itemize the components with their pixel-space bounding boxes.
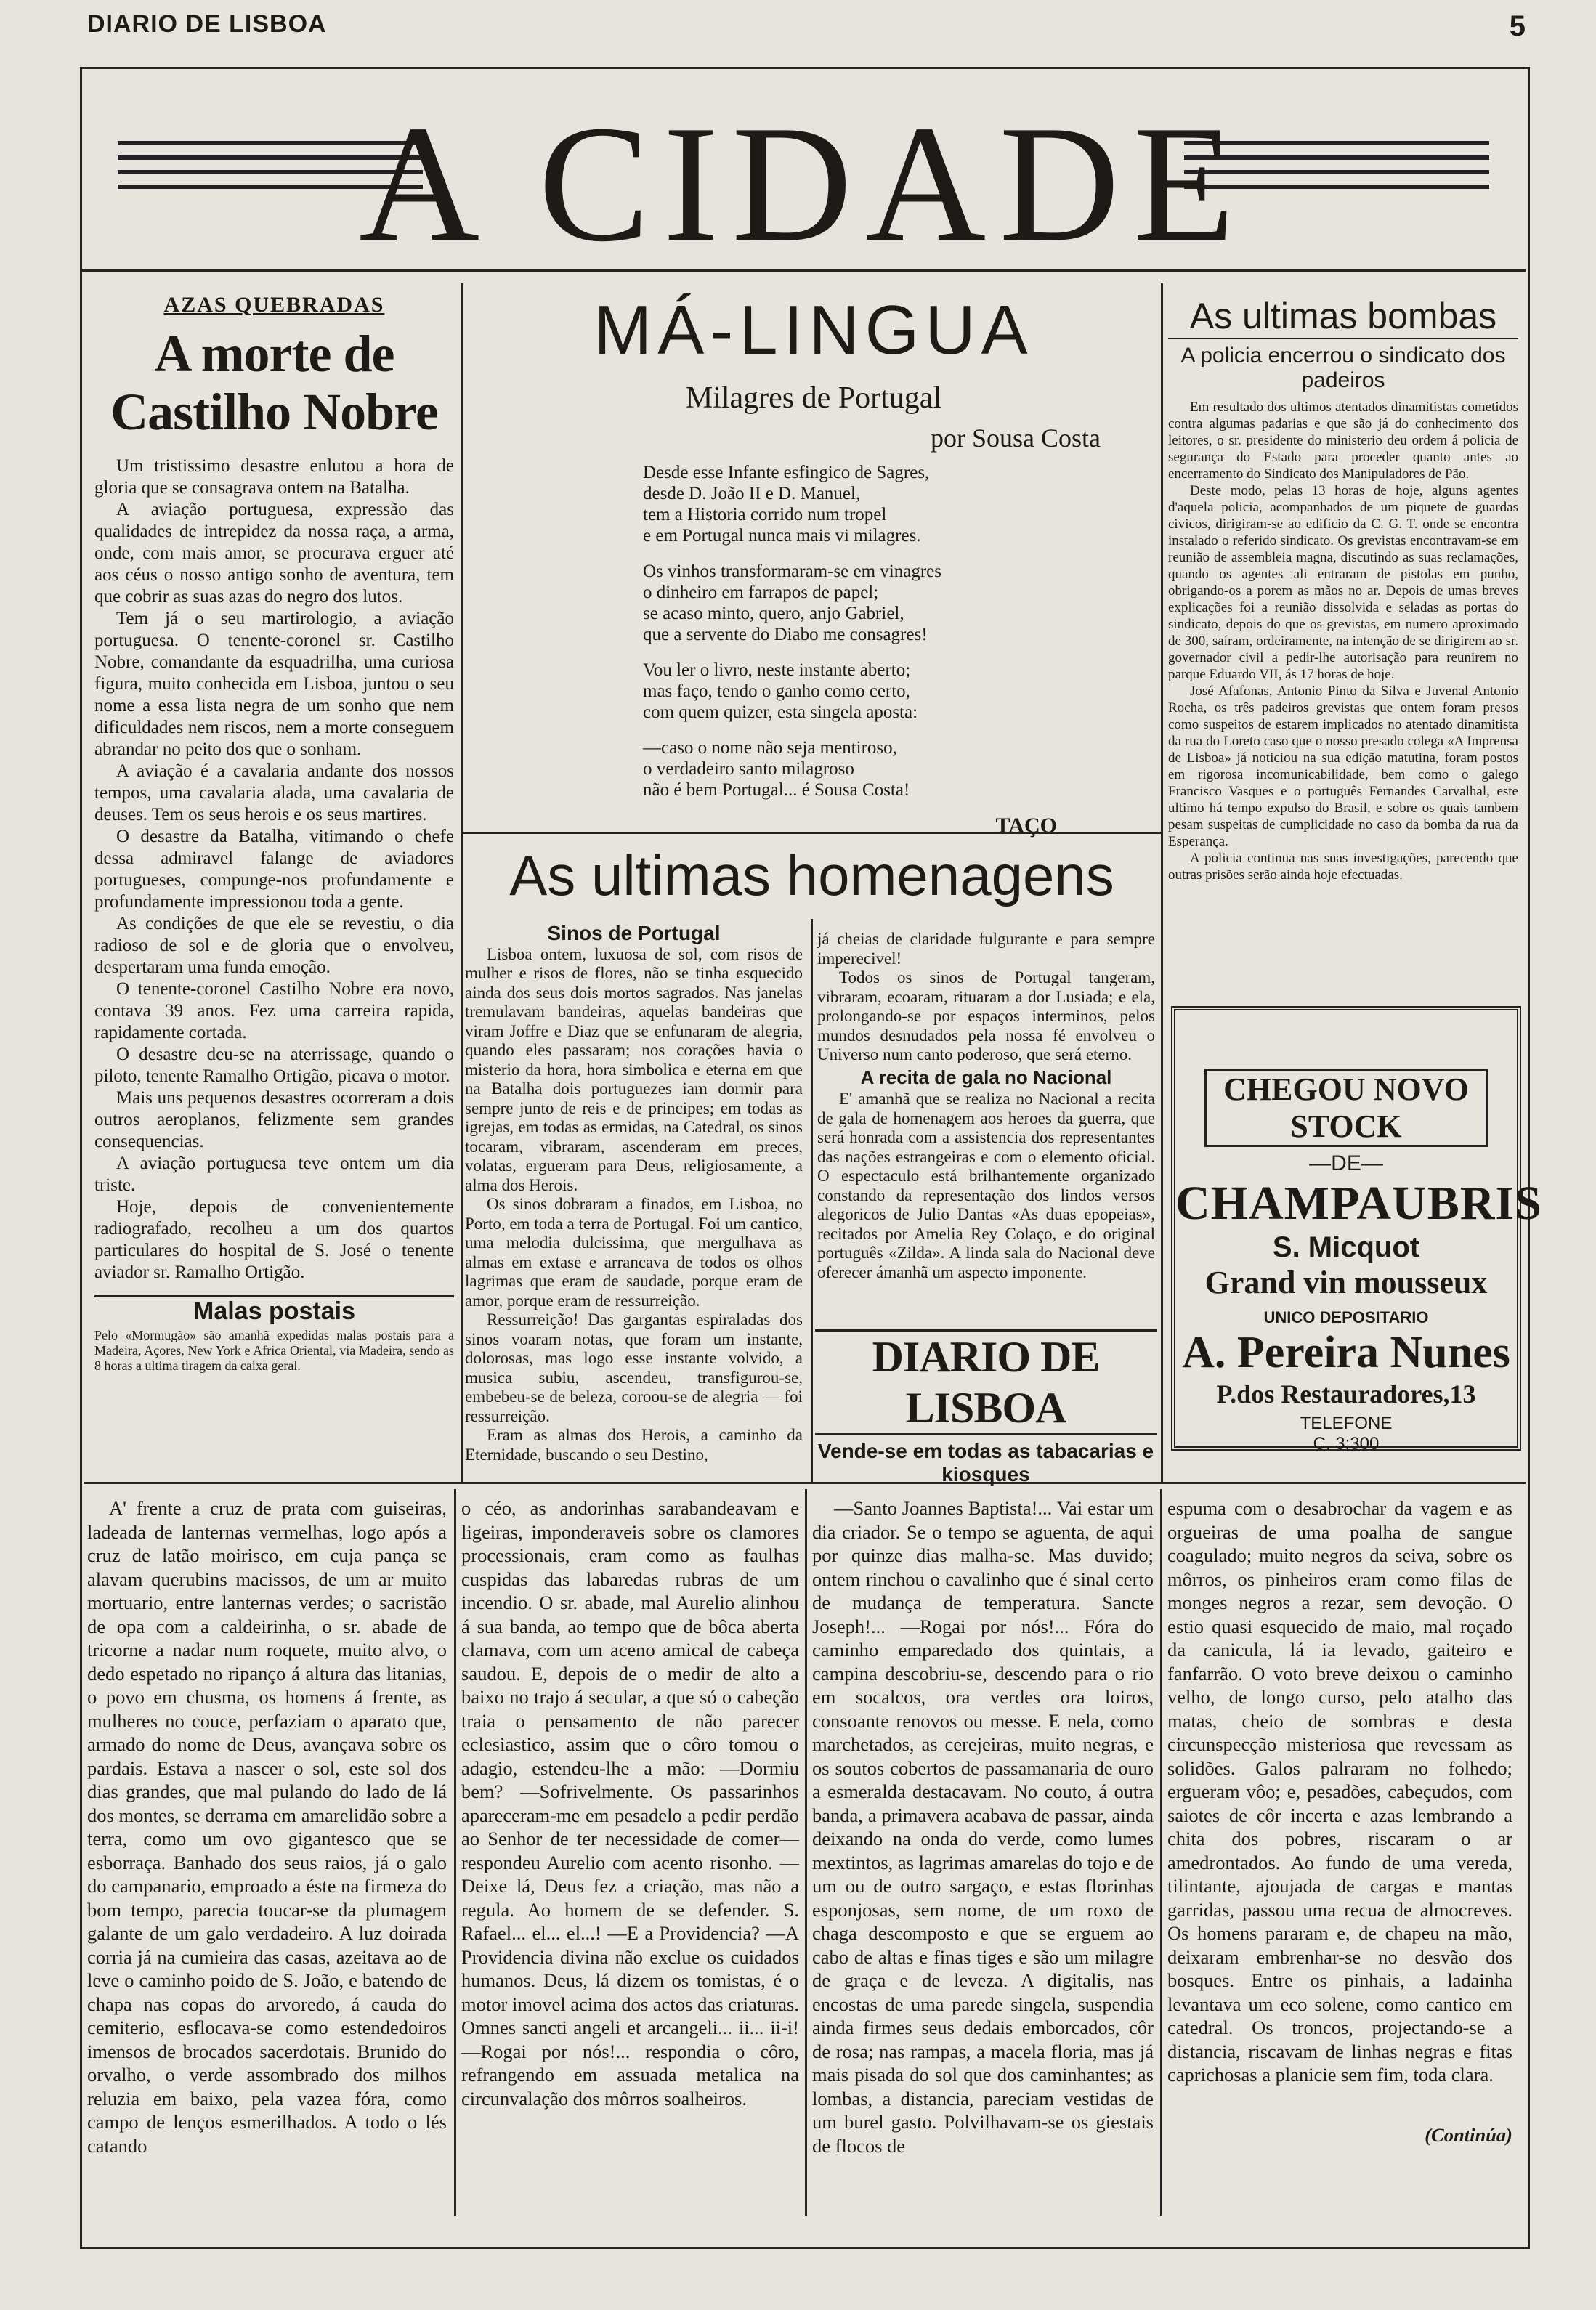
- paragraph: o céo, as andorinhas sarabandeavam e ligeiras, imponderaveis sobre os clamores processionais, eram como as faulhas cuspidas das labaredas rubras de um incendio. O sr. abade, mal Aurelio alinhou á sua banda, ao tempo que de bôca aberta clamava, com um aceno amical de cabeça saudou. E, depois de o medir de alto a baixo no trajo á secular, a que só o cabeção traia o pensamento de não parecer eclesiastico, assim que o côro tomou o adagio, estendeu-lhe a mão: —Dormiu bem? —Sofrivelmente. Os passarinhos apareceram-me em pesadelo a pedir perdão ao Senhor de ter necessidade de comer—respondeu Aurelio com acento risonho. —Deixe lá, Deus fez a criação, mas não a regula. Ao homem de se defender. S. Rafael... el... el...! —E a Providencia? —A Providencia divina não exclue os cuidados humanos. Deus, lá dizem os tomistas, é o motor imovel acima dos actos das criaturas. Omnes sancti angeli et arcangeli... ii... ii-i! —Rogai por nós!... respondia o côro, refrangendo em assuada metalica na circunvalação dos môrros soalheiros.: [461, 1497, 799, 2110]
- paragraph: O desastre deu-se na aterrissage, quando o piloto, tenente Ramalho Ortigão, picava o motor.: [94, 1045, 454, 1086]
- paragraph: A aviação é a cavalaria andante dos nossos tempos, uma cavalaria alada, uma cavalaria de deuses. Tem os seus herois e os seus martires.: [94, 761, 454, 824]
- verse: Os vinhos transformaram-se em vinagres: [643, 562, 941, 581]
- feuilleton-col2: [461, 1496, 799, 2110]
- column-rule: [805, 1489, 807, 2216]
- column-rule: [461, 283, 463, 1482]
- ad-address: P.dos Restauradores,13: [1216, 1379, 1476, 1409]
- paragraph: Lisboa ontem, luxuosa de sol, com risos de mulher e risos de flores, não se tinha esquecido ainda dos seus dois mortos sagrados. Nas janelas tremulavam bandeiras, aquelas bandeiras que viram Joffre e Diaz que se enfunaram de alegria, quando eles passaram; nos corações havia o misterio da hora, hora simbolica e eterna em que na Batalha dois portuguezes iam dormir para sempre junto de reis e de principes; em todas as igrejas, em todas as ermidas, na Catedral, os sinos tocaram, vibraram, ascenderam em preces, volatas, ergueram para Deus, religiosamente, a alma dos Herois.: [465, 944, 803, 1194]
- verse: Vou ler o livro, neste instante aberto;: [643, 660, 911, 680]
- paragraph: espuma com o desabrochar da vagem e as orgueiras de uma poalha de sangue coagulado; muito negros da seiva, sobre os môrros, os pinheiros eram como filas de monges negros a rezar, sem devoção. O estio quasi esquecido de maio, mal roçado da canicula, lá ia levado, gaiteiro e fanfarrão. O voto breve deixou o caminho velho, de longo curso, pelo atalho das matas, cheio de sombras e desta circunspecção misteriosa que revessam as solidões. Galos palraram no folhedo; ergueram vôo; e, pesadões, cabeçudos, com saiotes de côr incerta e azas lembrando a chita dos pobres, riscaram o ar amedrontados. Ao fundo de uma vereda, tilintante, ajoujada de cargas e mantas garridas, passou uma recua de almocreves. Os homens pararam e, de chapeu na mão, deixaram embrenhar-se no desvão dos bosques. Entre os pinhais, a ladainha levantava um eco solene, como cantico em catedral. Os troncos, projectando-se a distancia, riscavam de linhas negras e fitas caprichosas a planicie sem fim, toda clara.: [1167, 1497, 1512, 2086]
- stanza: [643, 737, 1144, 801]
- verse: o verdadeiro santo milagroso: [643, 759, 854, 779]
- malingua-headline: MÁ-LINGUA: [594, 291, 1034, 369]
- ad-phone-label: TELEFONE: [1300, 1414, 1393, 1433]
- paragraph: Eram as almas dos Herois, a caminho da Eternidade, buscando o seu Destino,: [465, 1426, 803, 1464]
- paragraph: O desastre da Batalha, vitimando o chefe dessa admiravel falange de aviadores portugueses, compunge-nos profundamente e profundamente impressionou toda a gente.: [94, 827, 454, 912]
- section-header: [81, 73, 1526, 276]
- malingua-poem: [483, 462, 1144, 801]
- ad-phone: C. 3:300: [1313, 1434, 1380, 1454]
- masthead: DIARIO DE LISBOA: [87, 10, 327, 38]
- paragraph: Tem já o seu martirologio, a aviação portuguesa. O tenente-coronel sr. Castilho Nobre, comandante da esquadrilha, uma curiosa figura, muito conhecida em Lisboa, juntou o seu nome a essa lista negra de um sonho que nem dificuldades nem riscos, nem a morte conseguem abrandar no peito dos que o sonham.: [94, 609, 454, 759]
- paragraph: A aviação portuguesa, expressão das qualidades de intrepidez da nossa raça, a arma, onde, com mais amor, se procurava erguer até aos céus o nosso antigo sonho de aventura, tem que cobrir as suas azas do negro dos lutos.: [94, 500, 454, 607]
- champaubris-ad: [1171, 1006, 1542, 1454]
- verse: o dinheiro em farrapos de papel;: [643, 583, 879, 602]
- paragraph: Ressurreição! Das gargantas espiraladas dos sinos voaram notas, que foram um instante, dolorosas, mas logo esse instante volvido, a musica subiu, ascendeu, transfigurou-se, embebeu-se de beleza, coroou-se de alegria — foi ressurreição.: [465, 1310, 803, 1425]
- paragraph: Em resultado dos ultimos atentados dinamitistas cometidos contra algumas padarias e que são já do conhecimento dos leitores, o sr. presidente do ministerio deu ordem á policia de segurança do Estado para proceder quanto antes ao encerramento do Sindicato dos Manipuladores de Pão.: [1168, 400, 1518, 482]
- homenagens-headline: As ultimas homenagens: [509, 843, 1114, 907]
- malingua-byline: por Sousa Costa: [931, 423, 1101, 453]
- homenagens-sub2: A recita de gala no Nacional: [860, 1066, 1112, 1088]
- ad-wine: Grand vin mousseux: [1204, 1265, 1488, 1300]
- article-kicker: AZAS QUEBRADAS: [163, 293, 385, 317]
- promo-logo: DIARIO DE LISBOA: [815, 1329, 1157, 1435]
- bombas-subhead: A policia encerrou o sindicato dos padeiros: [1180, 344, 1506, 392]
- paragraph: Os sinos dobraram a finados, em Lisboa, no Porto, em toda a terra de Portugal. Foi um cantico, uma melodia dulcissima, que mergulhava as almas em extase e arrancava de todos os olhos lagrimas que eram de saudade, porque eram de amor, porque eram de ressurreição.: [465, 1195, 803, 1310]
- paragraph: Todos os sinos de Portugal tangeram, vibraram, ecoaram, rituaram a dor Lusiada; e ela, prolongando-se por espaços interminos, pelos mundos desnudados pela nossa fé envolveu o Universo num canto poderoso, que será eterno.: [817, 968, 1155, 1063]
- paragraph: As condições de que ele se revestiu, o dia radioso de sol e de gloria que o envolveu, despertaram uma funda emoção.: [94, 914, 454, 977]
- ad-maker: S. Micquot: [1272, 1231, 1420, 1263]
- feuilleton-col3: [812, 1496, 1154, 2157]
- homenagens-col1: [465, 924, 803, 1464]
- feuilleton-col1: [87, 1496, 447, 2157]
- stanza: [643, 462, 1144, 546]
- verse: tem a Historia corrido num tropel: [643, 505, 887, 524]
- verse: —caso o nome não seja mentiroso,: [643, 738, 897, 758]
- verse: se acaso minto, quero, anjo Gabriel,: [643, 604, 904, 623]
- malas-text: Pelo «Mormugão» são amanhã expedidas malas postais para a Madeira, Açores, New York e Africa Oriental, via Madeira, sendo as 8 horas a ultima tiragem da caixa geral.: [94, 1328, 454, 1373]
- verse: e em Portugal nunca mais vi milagres.: [643, 526, 921, 546]
- ad-agent-label: UNICO DEPOSITARIO: [1263, 1308, 1429, 1326]
- verse: não é bem Portugal... é Sousa Costa!: [643, 780, 910, 800]
- paragraph: A aviação portuguesa teve ontem um dia triste.: [94, 1154, 454, 1195]
- paragraph: E' amanhã que se realiza no Nacional a recita de gala de homenagem aos heroes da guerra, que será honrada com a assistencia dos representantes das nações estrangeiras e com o elemento oficial. O espectaculo está brilhantemente organizado constando da representação dos lindos versos alegoricos de Julio Dantas «As duas epopeias», recitados por Amelia Rey Colaço, e do original português «Zilda». A linda sala do Nacional deve oferecer ámanhã um aspecto imponente.: [817, 1090, 1155, 1281]
- promo-box: [815, 1329, 1157, 1486]
- paragraph: José Afafonas, Antonio Pinto da Silva e Juvenal Antonio Rocha, os três padeiros grevistas que ontem foram presos como suspeitos de estarem implicados no atentado dinamitista da rua do Loreto caso que o nosso presado colega «A Imprensa de Lisboa» já noticiou na sua edição matutina, foram postos em rigorosa incomunicabilidade, bem como o galego Francisco Vasques e o português Fernandes Carvalhal, este ultimo há tempo expulso do Brasil, e sobre os quais tambem pesam suspeitas de cumplicidade no caso da bomba da rua da Esperança.: [1168, 684, 1518, 849]
- verse: mas faço, tendo o ganho como certo,: [643, 681, 910, 701]
- section-title: A CIDADE: [359, 91, 1248, 276]
- column-rule: [811, 919, 813, 1482]
- stanza: [643, 660, 1144, 723]
- column-rule: [1160, 1489, 1162, 2216]
- ad-line1: CHEGOU NOVO STOCK: [1204, 1069, 1488, 1147]
- top-bar: [87, 10, 1526, 42]
- paragraph: já cheias de claridade fulgurante e para sempre imperecivel!: [817, 930, 1155, 968]
- malingua-signature: TAÇO: [995, 814, 1057, 838]
- ad-brand: CHAMPAUBRIS: [1175, 1177, 1542, 1230]
- verse: que a servente do Diabo me consagres!: [643, 625, 928, 644]
- homenagens-col2: [817, 930, 1155, 1282]
- verse: desde D. João II e D. Manuel,: [643, 484, 861, 503]
- malingua-article: [483, 291, 1144, 837]
- paragraph: O tenente-coronel Castilho Nobre era novo, contava 39 anos. Fez uma carreira rapida, rapidamente cortada.: [94, 979, 454, 1042]
- verse: Desde esse Infante esfingico de Sagres,: [643, 463, 930, 482]
- section-rule: [84, 1482, 1526, 1484]
- page-number: 5: [1509, 10, 1526, 42]
- paragraph: Deste modo, pelas 13 horas de hoje, alguns agentes d'aquela policia, acompanhados de um piquete de guardas civicos, dirigiram-se ao edificio da C. G. T. onde se encontra instalado o referido sindicato. Os grevistas encontravam-se em reunião de assembleia magna, discutindo as suas reclamações, quando os agentes ali entraram de pistolas em punho, obrigando-os a porem as mãos no ar. Depois de umas breves explicações foi a reunião dissolvida e seladas as portas do sindicato, depois do que os grevistas, em numero aproximado de 300, saíram, ordeiramente, na intenção de se dirigirem ao sr. governador civil a pedir-lhe autorisação para reunirem no parque Eduardo VII, ás 17 horas de hoje.: [1168, 483, 1518, 682]
- homenagens-sub1: Sinos de Portugal: [547, 922, 721, 944]
- column-rule: [1161, 283, 1163, 1482]
- article-headline: A morte de Castilho Nobre: [110, 325, 438, 441]
- continua-note: (Continúa): [1425, 2123, 1512, 2146]
- promo-text: Vende-se em todas as tabacarias e kiosques: [817, 1440, 1154, 1486]
- feuilleton-col4: [1167, 1496, 1512, 2147]
- paragraph: Hoje, depois de convenientemente radiografado, recolheu a um dos quartos particulares do hospital de S. José o tenente aviador sr. Ramalho Ortigão.: [94, 1197, 454, 1282]
- paragraph: —Santo Joannes Baptista!... Vai estar um dia criador. Se o tempo se aguenta, de aqui por quinze dias malha-se. Mas duvido; ontem rinchou o cavalinho que é sinal certo de mudança de temperatura. Sancte Joseph!... —Rogai por nós!... Fóra do caminho emparedado dos quintais, a campina descobriu-se, descendo para o rio em socalcos, ora verdes ora loiros, consoante renovos ou messe. E nela, como marchetados, as cerejeiras, muito negras, e os soutos cobertos de passamanaria de ouro a esmeralda destacavam. No couto, á outra banda, a primavera acabava de passar, ainda deixando na onda do verde, como lumes mextintos, as lagrimas amarelas do tojo e de um ou de outro sargaço, e estas florinhas esponjosas, sem nome, de um roxo de chaga descomposto e que se erguem ao cabo de altas e finas tiges e são um milagre de graça e de leveza. A digitalis, nas encostas de uma parede singela, suspendia ainda firmes seus dedais emborcados, côr de rosa; nas rampas, a macela floria, mas já mais pisada do sol que dos caminhantes; as lombas, a distancia, pareciam vestidas de um burel gasto. Polvilhavam-se os giestais de flocos de: [812, 1497, 1154, 2157]
- paragraph: A' frente a cruz de prata com guiseiras, ladeada de lanternas vermelhas, logo após a cruz de latão moirisco, em cuja pança se alavam querubins macissos, de um ar muito mortuario, entre lanternas verdes; o sacristão de opa com a caldeirinha, o sr. abade de tricorne a nadar num roquete, muito alvo, o dedo espetado no ripanço á altura das litanias, o povo em chusma, os homens á frente, as mulheres no couce, perfaziam o aparato que, armado do nome de Deus, avançava sobre os pardais. Estava a nascer o sol, este sol dos dias grandes, que mal pulando do lado de lá dos montes, se derrama em amarelidão sobre a terra, como um ovo gigantesco que se esborraça. Banhado dos seus raios, já o galo do campanario, emproado a éste na firmeza do bom tempo, parecia toucar-se da plumagem galante de um galo verdadeiro. A luz doirada corria já na cumieira das casas, azeitava ao de leve o caminho poido de S. João, e batendo de chapa nas copas do arvoredo, á cauda do cemiterio, esflocava-se como estendedoiros imensos de brocados sacerdotais. Brunido do orvalho, o verde assombrado dos milhos reluzia em baixo, pela vazea fóra, como campo de lenços esmerilhados. A todo o lés catando: [87, 1497, 447, 2157]
- bombas-article: [1168, 294, 1518, 883]
- stanza: [643, 561, 1144, 645]
- ad-agent: A. Pereira Nunes: [1182, 1328, 1510, 1377]
- malas-headline: Malas postais: [94, 1295, 454, 1322]
- verse: com quem quizer, esta singela aposta:: [643, 702, 918, 722]
- paragraph: Mais uns pequenos desastres ocorreram a dois outros aeroplanos, felizmente sem grandes consequencias.: [94, 1088, 454, 1151]
- paragraph: Um tristissimo desastre enlutou a hora de gloria que se consagrava ontem na Batalha.: [94, 456, 454, 498]
- malingua-subhead: Milagres de Portugal: [685, 381, 942, 415]
- column-rule: [454, 1489, 456, 2216]
- bombas-headline: As ultimas bombas: [1168, 294, 1518, 339]
- paragraph: A policia continua nas suas investigações, parecendo que outras prisões serão ainda hoje efectuadas.: [1168, 851, 1518, 883]
- ad-line2: —DE—: [1309, 1151, 1383, 1175]
- azas-article: [94, 294, 454, 1374]
